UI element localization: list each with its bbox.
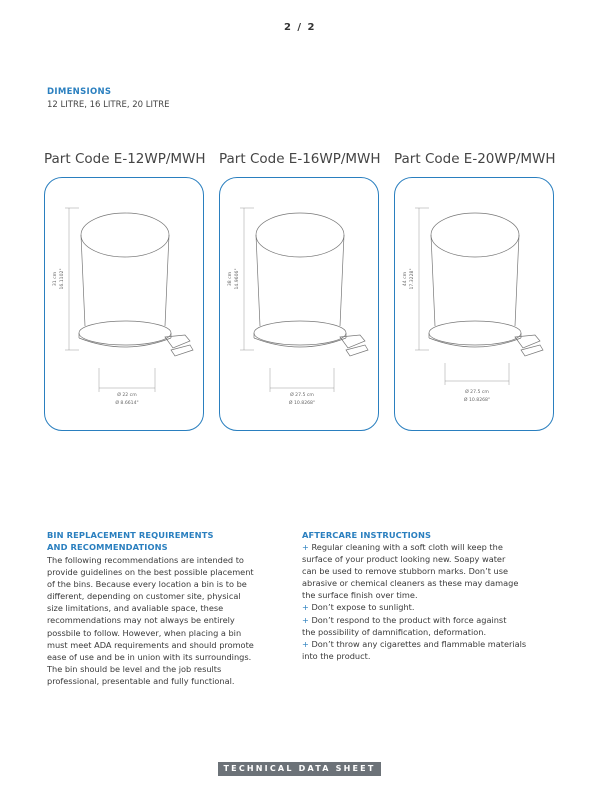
aftercare-line: + Regular cleaning with a soft cloth will keep the: [302, 542, 503, 552]
height-cm-label: 38 cm: [228, 271, 233, 287]
text-line: ease of use and be in union with its surroundings.: [47, 651, 252, 662]
part-code-12: Part Code E-12WP/MWH: [44, 151, 206, 167]
height-cm-label: 31 cm: [53, 271, 58, 287]
width-cm-label: Ø 27.5 cm: [465, 390, 489, 395]
dimensions-subtitle: 12 LITRE, 16 LITRE, 20 LITRE: [47, 100, 170, 110]
height-in-label: 16.1102": [60, 268, 65, 290]
text-line: different, depending on customer site, physical: [47, 591, 241, 602]
plus-bullet-icon: +: [302, 542, 309, 552]
width-in-label: Ø 10.8268": [288, 401, 316, 406]
page-number: 2 / 2: [283, 22, 317, 33]
bin-replacement-title-line2: AND RECOMMENDATIONS: [47, 542, 168, 552]
aftercare-line: into the product.: [302, 650, 371, 661]
aftercare-line: + Don’t respond to the product with force against: [302, 614, 507, 625]
width-cm-label: Ø 27.5 cm: [290, 393, 314, 398]
part-code-20: Part Code E-20WP/MWH: [394, 151, 556, 167]
text-line: professional, presentable and fully functional.: [47, 675, 235, 686]
aftercare-text: [302, 541, 562, 662]
text-line: The following recommendations are intended to: [47, 555, 244, 565]
text-line: The bin should be level and the job results: [47, 663, 222, 674]
width-in-label: Ø 10.8268": [463, 398, 491, 403]
dimensions-title: DIMENSIONS: [47, 87, 112, 97]
dimension-card-12: [44, 177, 204, 431]
part-code-16: Part Code E-16WP/MWH: [219, 151, 381, 167]
aftercare-line: abrasive or chemical cleaners as these may damage: [302, 578, 519, 589]
text-line: size limitations, and avaliable space, these: [47, 603, 224, 614]
plus-bullet-icon: +: [302, 614, 309, 625]
height-in-label: 17.3228": [410, 268, 415, 290]
text-line: of the bins. Because every location a bin is to be: [47, 579, 247, 590]
aftercare-line: the possibility of damnification, deformation.: [302, 626, 487, 637]
text-line: recommendations may not always be entirely: [47, 615, 235, 626]
aftercare-title: AFTERCARE INSTRUCTIONS: [302, 530, 432, 540]
bin-drawing-16: [220, 178, 380, 432]
dimension-card-20: [394, 177, 554, 431]
bin-replacement-title-line1: BIN REPLACEMENT REQUIREMENTS: [47, 530, 214, 540]
aftercare-line: the surface finish over time.: [302, 590, 418, 601]
height-cm-label: 44 cm: [403, 271, 408, 287]
width-cm-label: Ø 22 cm: [117, 393, 137, 398]
text-line: possbile to follow. However, when placing a bin: [47, 627, 242, 638]
bin-replacement-text: [47, 554, 287, 687]
bin-replacement-title: [47, 529, 214, 553]
plus-bullet-icon: +: [302, 638, 309, 649]
text-line: provide guidelines on the best possible placement: [47, 567, 254, 578]
dimension-card-16: [219, 177, 379, 431]
aftercare-line: + Don’t expose to sunlight.: [302, 602, 415, 613]
text-line: must meet ADA requirements and should promote: [47, 639, 254, 650]
aftercare-line: can be used to remove stubborn marks. Don’t use: [302, 566, 509, 577]
footer-label: TECHNICAL DATA SHEET: [218, 762, 381, 776]
height-in-label: 14.9606": [235, 268, 240, 290]
bin-drawing-12: [45, 178, 205, 432]
bin-drawing-20: [395, 178, 555, 432]
aftercare-line: surface of your product looking new. Soapy water: [302, 554, 506, 565]
aftercare-line: + Don’t throw any cigarettes and flammable materials: [302, 638, 527, 649]
width-in-label: Ø 8.6614": [115, 401, 139, 406]
plus-bullet-icon: +: [302, 602, 309, 613]
